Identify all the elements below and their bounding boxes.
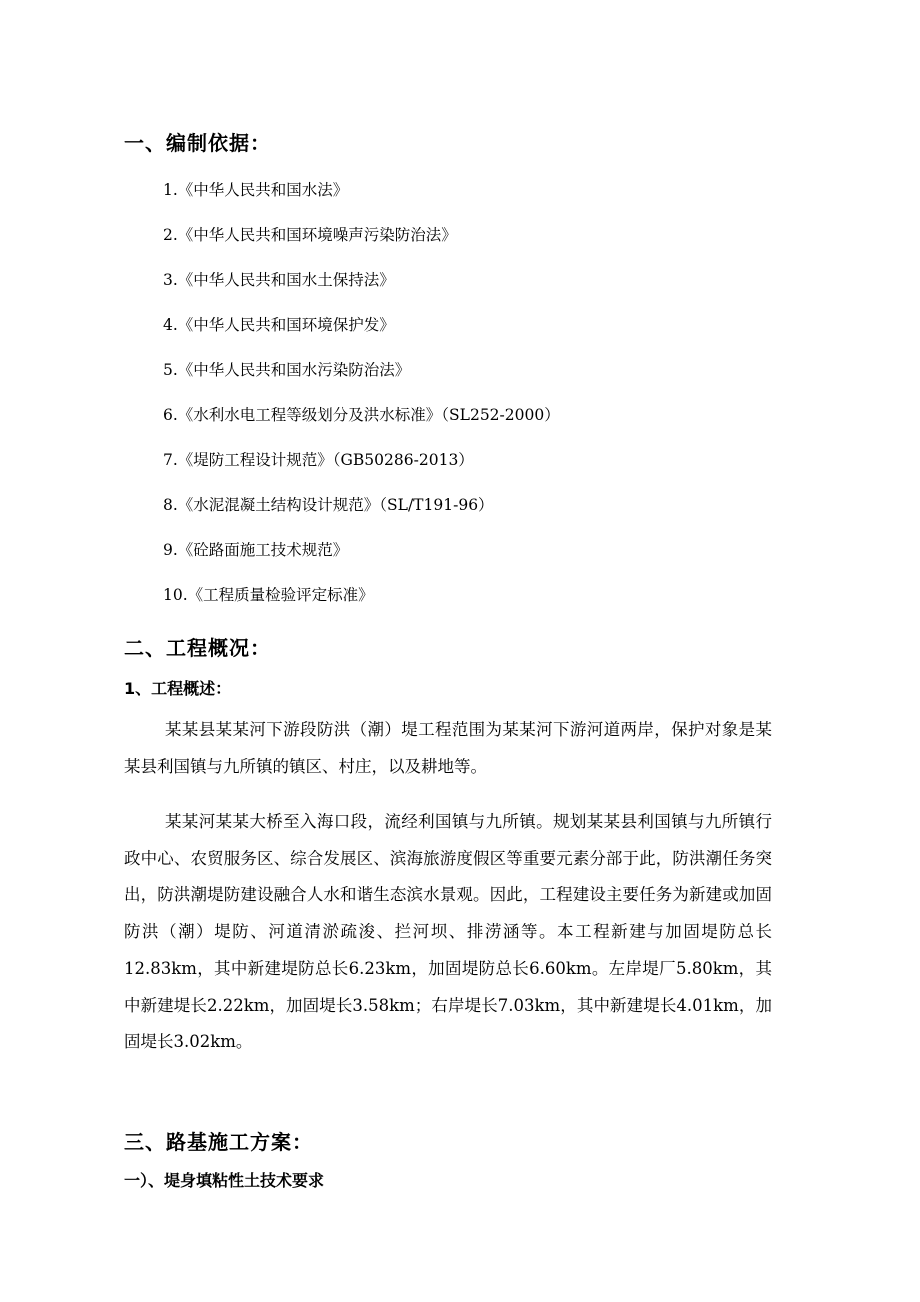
reference-item: 4.《中华人民共和国环境保护发》 [163, 316, 395, 334]
subsection-title-subgrade: 一）、堤身填粘性土技术要求 [124, 1171, 325, 1190]
reference-item: 6.《水利水电工程等级划分及洪水标准》（SL252-2000） [163, 406, 560, 424]
reference-item: 8.《水泥混凝土结构设计规范》（SL/T191-96） [163, 496, 494, 514]
section-title-basis: 一、编制依据： [124, 131, 271, 155]
reference-item: 9.《砼路面施工技术规范》 [163, 541, 349, 559]
reference-item: 10.《工程质量检验评定标准》 [163, 586, 374, 604]
section-title-overview: 二、工程概况： [124, 636, 271, 660]
overview-paragraph-2: 某某河某某大桥至入海口段，流经利国镇与九所镇。规划某某县利国镇与九所镇行政中心、农贸服务区、综合发展区、滨海旅游度假区等重要元素分部于此，防洪潮任务突出，防洪潮堤防建设融合人水和谐生态滨水景观。因此，工程建设主要任务为新建或加固防洪（潮）堤防、河道清淤疏浚、拦河坝、排涝涵等。本工程新建与加固堤防总长12.83km，其中新建堤防总长6.23km，加固堤防总长6.60km。左岸堤厂5.80km，其中新建堤长2.22km，加固堤长3.58km；右岸堤长7.03km，其中新建堤长4.01km，加固堤长3.02km。 [124, 812, 772, 1052]
section-title-subgrade: 三、路基施工方案： [124, 1130, 313, 1154]
reference-item: 5.《中华人民共和国水污染防治法》 [163, 361, 411, 379]
overview-paragraph-1: 某某县某某河下游段防洪（潮）堤工程范围为某某河下游河道两岸，保护对象是某某县利国镇与九所镇的镇区、村庄，以及耕地等。 [124, 720, 772, 776]
reference-item: 3.《中华人民共和国水土保持法》 [163, 271, 395, 289]
reference-item: 1.《中华人民共和国水法》 [163, 181, 349, 199]
reference-item: 2.《中华人民共和国环境噪声污染防治法》 [163, 226, 457, 244]
reference-item: 7.《堤防工程设计规范》（GB50286-2013） [163, 451, 474, 469]
subsection-title-overview: 1、工程概述： [124, 679, 232, 698]
